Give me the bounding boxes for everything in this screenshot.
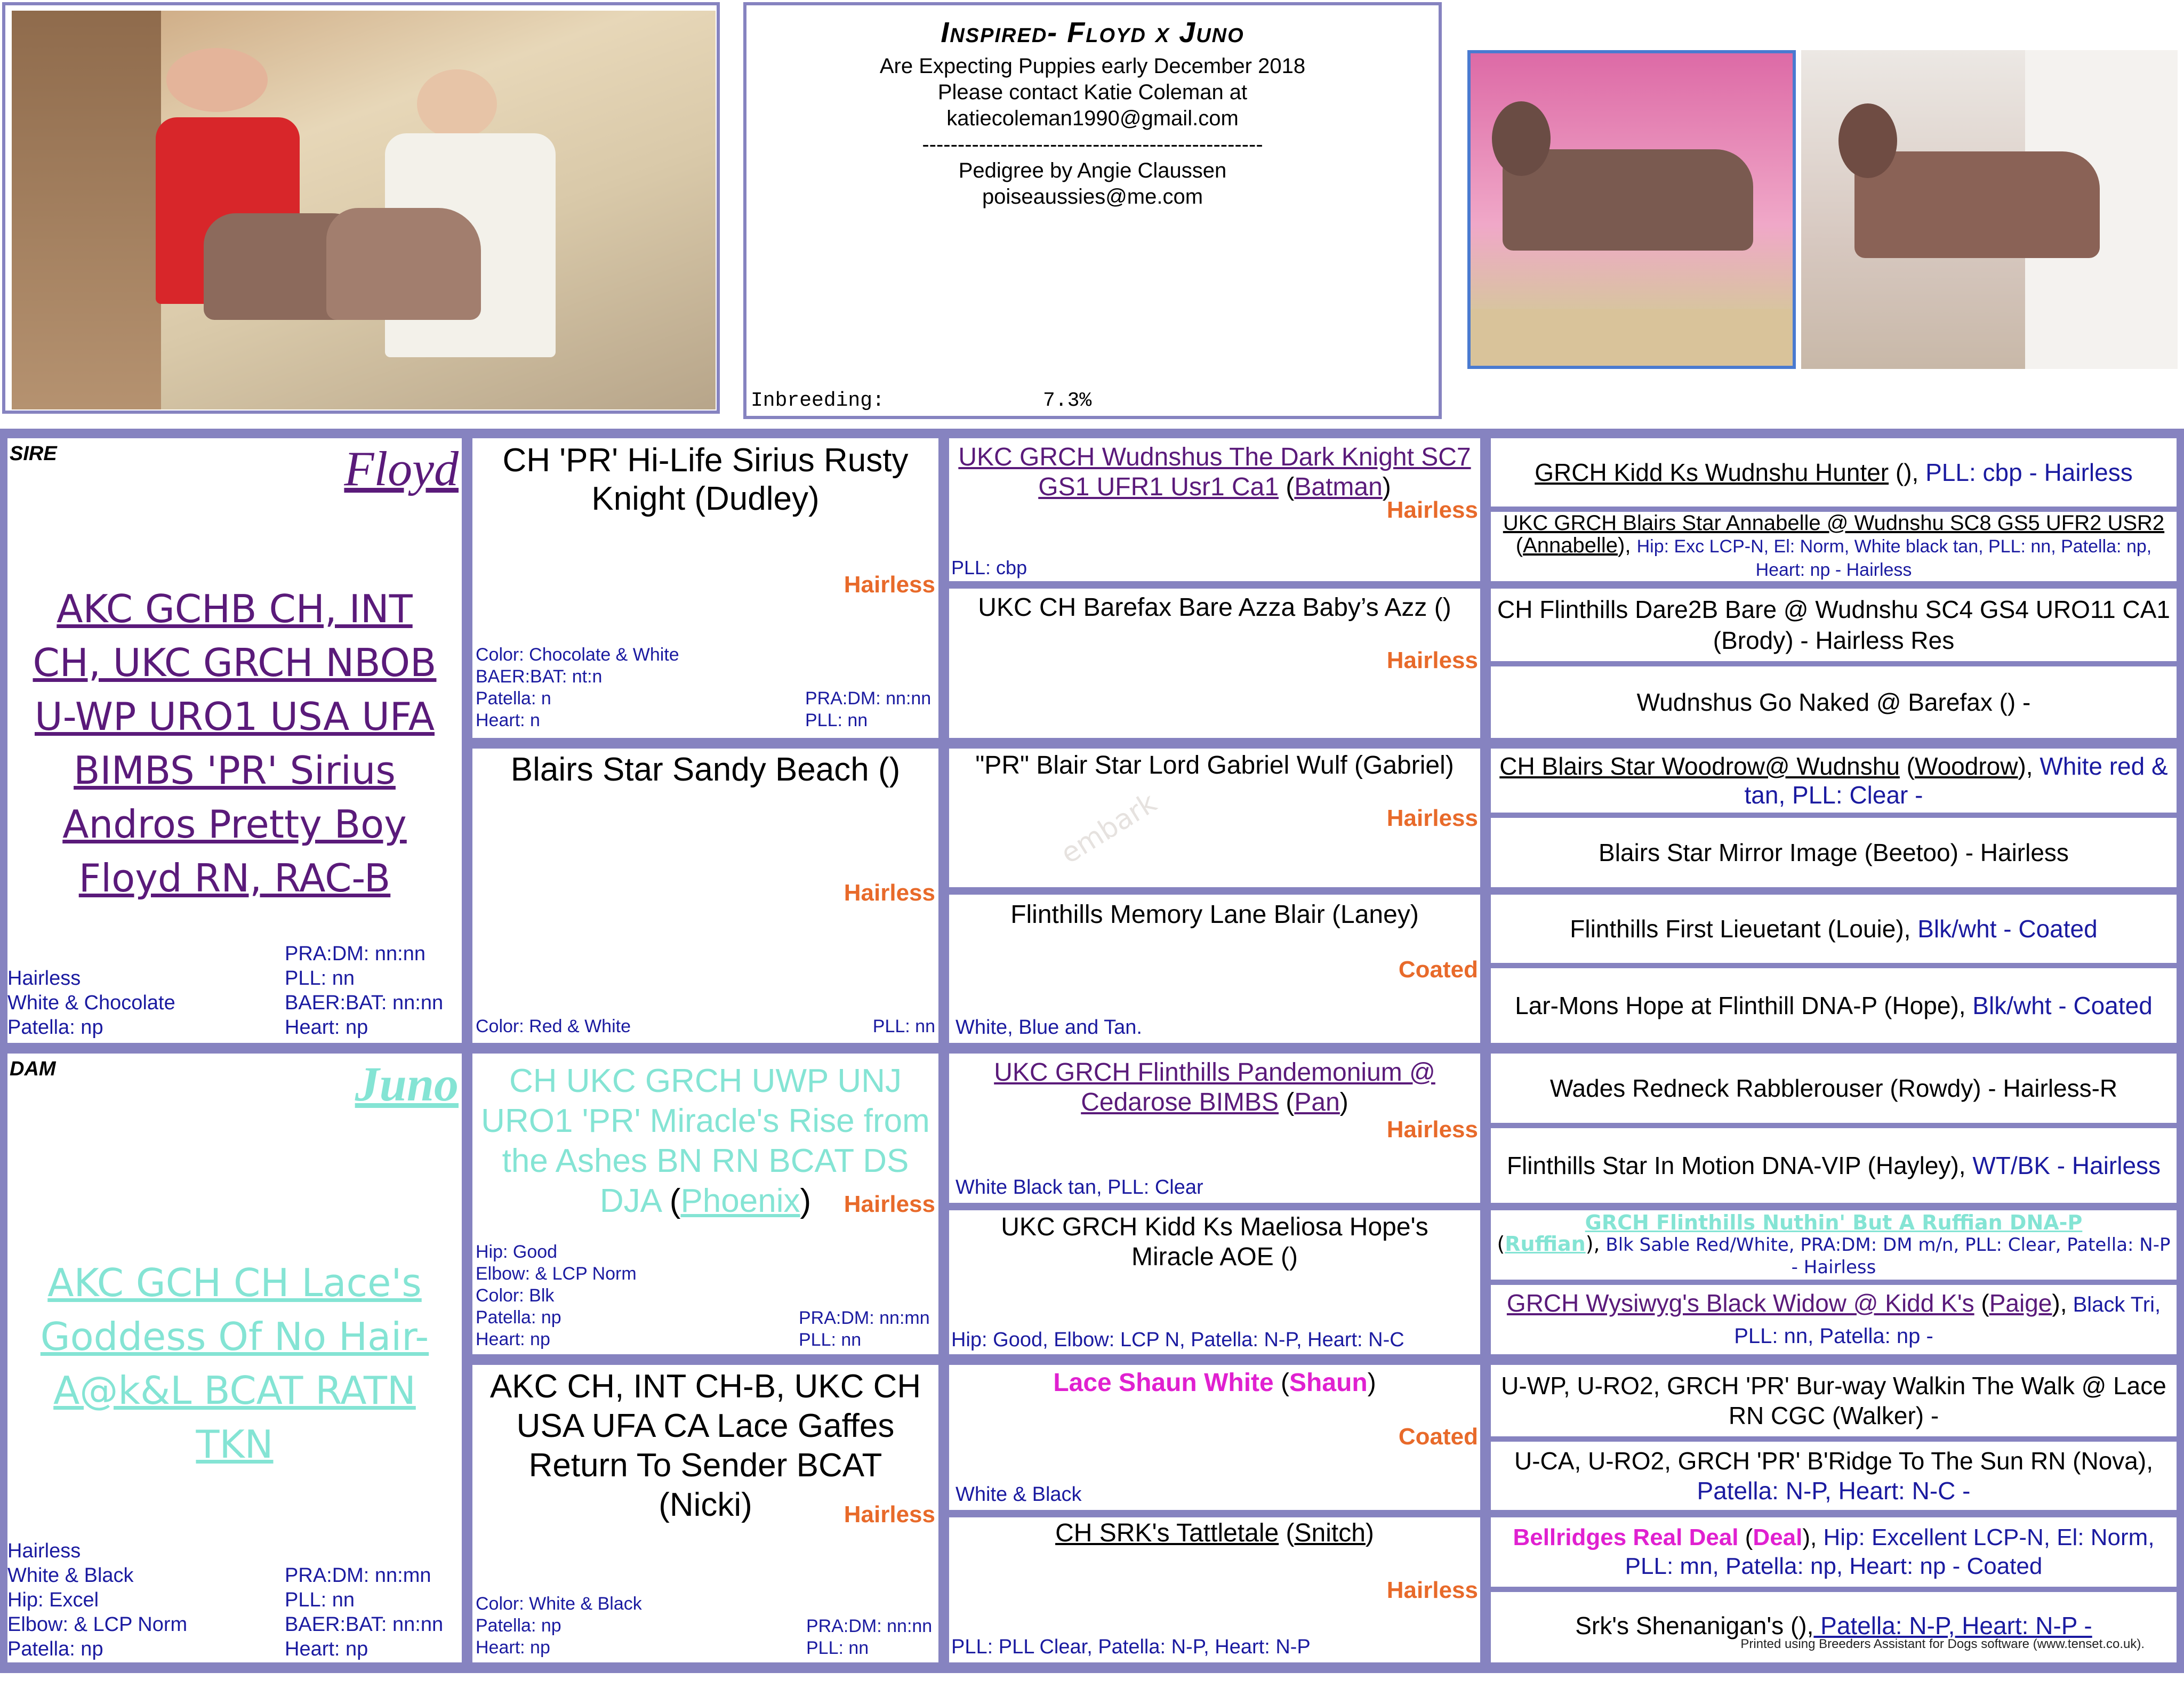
dam-dam-cell — [472, 1365, 938, 1662]
header-line: Please contact Katie Coleman at — [937, 81, 1248, 104]
ancestor-name: UKC GRCH Kidd Ks Maeliosa Hope's Miracle AOE () — [1001, 1213, 1428, 1271]
ancestor-info: White Black tan, PLL: Clear — [956, 1176, 1203, 1199]
dam-baer-bat: BAER:BAT: nn:nn — [285, 1613, 444, 1636]
sire-patella: Patella: np — [7, 1016, 103, 1039]
dam-pll: PLL: nn — [285, 1589, 355, 1611]
gen4-cell: GRCH Kidd Ks Wudnshu Hunter (), PLL: cbp - Hairless — [1535, 459, 2133, 486]
ancestor-info: Hip: Excellent LCP-N, El: Norm, PLL: mn, Patella: np, Heart: np - Coated — [1625, 1524, 2155, 1579]
gen4-cell — [1491, 1054, 2177, 1123]
sire-sire-color: Color: Chocolate & White — [476, 645, 679, 665]
gen3-cell — [949, 749, 1480, 887]
dam-dam-color: Color: White & Black — [476, 1594, 642, 1614]
gen4-cell: GRCH Flinthills Nuthin' But A Ruffian DNA-P (Ruffian), Blk Sable Red/White, PRA:DM: DM m/n, PLL: Clear, Patella: N-P - Hairless — [1497, 1211, 2171, 1278]
ancestor-name: GRCH Wysiwyg's Black Widow @ Kidd K's — [1506, 1289, 1974, 1317]
litter-title: Inspired- Floyd x Juno — [941, 17, 1244, 49]
header-line: Are Expecting Puppies early December 2018 — [879, 54, 1306, 78]
dam-sire-color: Color: Blk — [476, 1285, 555, 1306]
ancestor-info: Black Tri, PLL: nn, Patella: np - — [1734, 1293, 2161, 1348]
dam-hip: Hip: Excel — [7, 1589, 99, 1611]
sire-sire-pll: PLL: nn — [805, 710, 868, 730]
ancestor-info: White & Black — [956, 1483, 1082, 1506]
ancestor-name: U-CA, U-RO2, GRCH 'PR' B'Ridge To The Sun RN (Nova), — [1514, 1447, 2153, 1475]
ancestor-info: PLL: cbp - Hairless — [1925, 459, 2133, 486]
contact-email: katiecoleman1990@gmail.com — [946, 107, 1239, 130]
ancestor-info: Hip: Good, Elbow: LCP N, Patella: N-P, Heart: N-C — [951, 1329, 1404, 1351]
ancestor-name: Flinthills Memory Lane Blair (Laney) — [1010, 901, 1419, 929]
dam-elbow: Elbow: & LCP Norm — [7, 1613, 188, 1636]
ancestor-info: White, Blue and Tan. — [956, 1016, 1142, 1039]
ancestor-name: CH Blairs Star Woodrow@ Wudnshu — [1499, 752, 1900, 780]
gen4-cell — [1491, 895, 2177, 963]
ancestor-name: "PR" Blair Star Lord Gabriel Wulf (Gabriel) — [975, 751, 1454, 779]
ancestor-name: CH SRK's Tattletale (Snitch) — [1055, 1519, 1374, 1547]
sire-dam-cell — [472, 749, 938, 1043]
ancestor-name: CH Flinthills Dare2B Bare @ Wudnshu SC4 GS4 URO11 CA1 (Brody) - Hairless Res — [1497, 596, 2170, 654]
dam-sire-hip: Hip: Good — [476, 1242, 558, 1262]
ancestor-info: Blk/wht - Coated — [1910, 915, 2098, 943]
gen3-cell — [949, 1210, 1480, 1354]
dam-dam-coat: Hairless — [844, 1501, 935, 1528]
ancestor-name: UKC CH Barefax Bare Azza Baby’s Azz () — [978, 593, 1451, 622]
ancestor-name: Wades Redneck Rabblerouser (Rowdy) - Hairless-R — [1549, 1074, 2118, 1102]
dam-color: White & Black — [7, 1564, 134, 1587]
ancestor-name: UKC GRCH Wudnshus The Dark Knight SC7 GS1 UFR1 Usr1 Ca1 (Batman) — [958, 443, 1471, 501]
ancestor-info: Blk Sable Red/White, PRA:DM: DM m/n, PLL: Clear, Patella: N-P - Hairless — [1600, 1234, 2171, 1278]
sire-registered-name: AKC GCHB CH, INT CH, UKC GRCH NBOB U-WP URO1 USA UFA BIMBS 'PR' Sirius Andros Pretty Boy Floyd RN, RAC-B — [33, 586, 437, 901]
dam-sire-elbow: Elbow: & LCP Norm — [476, 1264, 637, 1284]
sire-sire-baer: BAER:BAT: nt:n — [476, 666, 603, 687]
dam-dam-pra: PRA:DM: nn:nn — [806, 1616, 933, 1636]
sire-photo — [1467, 50, 1796, 369]
ancestor-name: GRCH Flinthills Nuthin' But A Ruffian DNA-P — [1585, 1211, 2083, 1234]
ancestor-coat: Hairless — [1386, 647, 1478, 673]
dam-sire-cell — [472, 1054, 938, 1354]
sire-cell — [7, 438, 462, 1043]
sire-sire-cell — [472, 438, 938, 738]
embark-watermark: embark — [1055, 786, 1162, 871]
dam-photo — [1801, 50, 2178, 369]
sire-dam-coat: Hairless — [844, 880, 935, 906]
sire-call-name: Floyd — [344, 441, 459, 496]
dam-cell — [7, 1054, 462, 1662]
dam-sire-pll: PLL: nn — [799, 1330, 862, 1350]
dam-sire-patella: Patella: np — [476, 1307, 561, 1328]
dam-sire-registered: CH UKC GRCH UWP UNJ URO1 'PR' Miracle's Rise from the Ashes BN RN BCAT DS DJA — [481, 1063, 930, 1219]
sire-pra-dm: PRA:DM: nn:nn — [285, 943, 425, 965]
gen3-cell — [949, 589, 1480, 738]
sire-sire-name: CH 'PR' Hi-Life Sirius Rusty Knight (Dudley) — [502, 442, 909, 517]
gen3-cell — [949, 438, 1480, 581]
ancestor-coat: Hairless — [1386, 805, 1478, 831]
ancestor-info: Patella: N-P, Heart: N-C - — [1697, 1477, 1971, 1505]
ancestor-info: White red & tan, PLL: Clear - — [1744, 752, 2168, 809]
ancestor-name: Bellridges Real Deal — [1513, 1524, 1739, 1550]
sire-dam-pll: PLL: nn — [872, 1016, 935, 1036]
gen3-cell — [949, 1054, 1480, 1203]
ancestor-name: UKC GRCH Flinthills Pandemonium @ Cedarose BIMBS (Pan) — [994, 1058, 1435, 1116]
dam-registered-name: AKC GCH CH Lace's Goddess Of No Hair-A@k&L BCAT RATN TKN — [40, 1260, 429, 1467]
ancestor-coat: Hairless — [1386, 497, 1478, 523]
pedigree-email: poiseaussies@me.com — [982, 185, 1203, 208]
gen4-cell: CH Blairs Star Woodrow@ Wudnshu (Woodrow), White red & tan, PLL: Clear - — [1499, 752, 2168, 809]
sire-dam-color: Color: Red & White — [476, 1016, 631, 1036]
sire-dam-photo — [2, 2, 720, 414]
ancestor-coat: Coated — [1398, 956, 1478, 983]
dam-sire-name: CH UKC GRCH UWP UNJ URO1 'PR' Miracle's Rise from the Ashes BN RN BCAT DS DJA (Phoenix) — [481, 1063, 930, 1219]
handlers-photo — [12, 11, 716, 409]
ancestor-info: Patella: N-P, Heart: N-P - — [1813, 1612, 2092, 1639]
dam-role-label: DAM — [10, 1058, 56, 1080]
dam-coat: Hairless — [7, 1540, 81, 1562]
sire-sire-heart: Heart: n — [476, 710, 540, 730]
divider: ------------------------------------------------ — [922, 133, 1263, 156]
ancestor-name: U-WP, U-RO2, GRCH 'PR' Bur-way Walkin The Walk @ Lace RN CGC (Walker) - — [1501, 1372, 2166, 1429]
dam-dam-name: AKC CH, INT CH-B, UKC CH USA UFA CA Lace Gaffes Return To Sender BCAT (Nicki) — [489, 1368, 921, 1523]
gen4-cell: UKC GRCH Blairs Star Annabelle @ Wudnshu SC8 GS5 UFR2 USR2 (Annabelle), Hip: Exc LCP-N, El: Norm, White black tan, PLL: nn, Patella: np, Heart: np - Hairless — [1503, 512, 2165, 580]
sire-role-label: SIRE — [10, 443, 57, 465]
gen4-cell — [1491, 818, 2177, 887]
ancestor-name: Flinthills First Lieuetant (Louie), — [1570, 915, 1911, 943]
sire-dam-name: Blairs Star Sandy Beach () — [510, 751, 901, 788]
dam-patella: Patella: np — [7, 1638, 103, 1660]
sire-baer-bat: BAER:BAT: nn:nn — [285, 992, 444, 1014]
sire-heart: Heart: np — [285, 1016, 368, 1039]
sire-sire-coat: Hairless — [844, 572, 935, 598]
dam-sire-heart: Heart: np — [476, 1329, 550, 1349]
ancestor-name: Srk's Shenanigan's (), — [1575, 1612, 1814, 1639]
gen4-cell: GRCH Wysiwyg's Black Widow @ Kidd K's (Paige), Black Tri, PLL: nn, Patella: np - — [1506, 1289, 2161, 1348]
gen4-cell: Bellridges Real Deal (Deal), Hip: Excellent LCP-N, El: Norm, PLL: mn, Patella: np, Heart: np - Coated — [1513, 1524, 2155, 1579]
gen4-cell — [1491, 1442, 2177, 1510]
ancestor-info: PLL: PLL Clear, Patella: N-P, Heart: N-P — [951, 1636, 1311, 1658]
sire-sire-patella: Patella: n — [476, 688, 551, 709]
gen3-cell — [949, 1365, 1480, 1510]
dam-dam-patella: Patella: np — [476, 1615, 561, 1636]
sire-color: White & Chocolate — [7, 992, 175, 1014]
dam-pra-dm: PRA:DM: nn:mn — [285, 1564, 431, 1587]
ancestor-name: GRCH Kidd Ks Wudnshu Hunter — [1535, 459, 1889, 486]
ancestor-name: Lace Shaun White (Shaun) — [1053, 1369, 1376, 1397]
dam-dam-heart: Heart: np — [476, 1637, 550, 1658]
ancestor-info: Hip: Exc LCP-N, El: Norm, White black tan, PLL: nn, Patella: np, Heart: np - Hairless — [1636, 536, 2152, 580]
litter-announcement — [743, 2, 1442, 419]
ancestor-name: Wudnshus Go Naked @ Barefax () - — [1636, 688, 2031, 716]
dam-sire-coat: Hairless — [844, 1191, 935, 1217]
inbreeding-label: Inbreeding: — [751, 389, 885, 412]
dam-sire-call-name: Phoenix — [680, 1183, 800, 1219]
gen3-cell — [949, 895, 1480, 1043]
dam-dam-pll: PLL: nn — [806, 1638, 869, 1658]
ancestor-coat: Hairless — [1386, 1577, 1478, 1603]
ancestor-coat: Coated — [1398, 1424, 1478, 1450]
dam-sire-pra: PRA:DM: nn:mn — [799, 1308, 930, 1328]
ancestor-info: PLL: cbp — [951, 557, 1027, 578]
gen4-cell — [1491, 968, 2177, 1043]
gen4-cell — [1491, 666, 2177, 738]
ancestor-coat: Hairless — [1386, 1116, 1478, 1143]
dam-heart: Heart: np — [285, 1638, 368, 1660]
dam-call-name: Juno — [355, 1057, 459, 1111]
sire-sire-pra: PRA:DM: nn:nn — [805, 688, 932, 709]
gen4-cell — [1491, 1592, 2177, 1662]
gen4-cell — [1491, 1128, 2177, 1203]
header-line: Pedigree by Angie Claussen — [958, 159, 1227, 182]
gen4-cell — [1491, 589, 2177, 661]
ancestor-info: WT/BK - Hairless — [1965, 1152, 2161, 1179]
inbreeding-value: 7.3% — [1043, 389, 1092, 412]
gen4-cell — [1491, 1365, 2177, 1436]
sire-coat: Hairless — [7, 967, 81, 990]
gen3-cell — [949, 1517, 1480, 1662]
ancestor-name: Lar-Mons Hope at Flinthill DNA-P (Hope), — [1515, 992, 1966, 1019]
ancestor-name: UKC GRCH Blairs Star Annabelle @ Wudnshu SC8 GS5 UFR2 USR2 — [1503, 512, 2165, 535]
software-footer: Printed using Breeders Assistant for Dogs software (www.tenset.co.uk). — [1740, 1637, 2145, 1651]
ancestor-name: Blairs Star Mirror Image (Beetoo) - Hairless — [1599, 839, 2069, 866]
sire-pll: PLL: nn — [285, 967, 355, 990]
ancestor-name: Flinthills Star In Motion DNA-VIP (Hayley), — [1506, 1152, 1966, 1179]
ancestor-info: Blk/wht - Coated — [1965, 992, 2153, 1019]
